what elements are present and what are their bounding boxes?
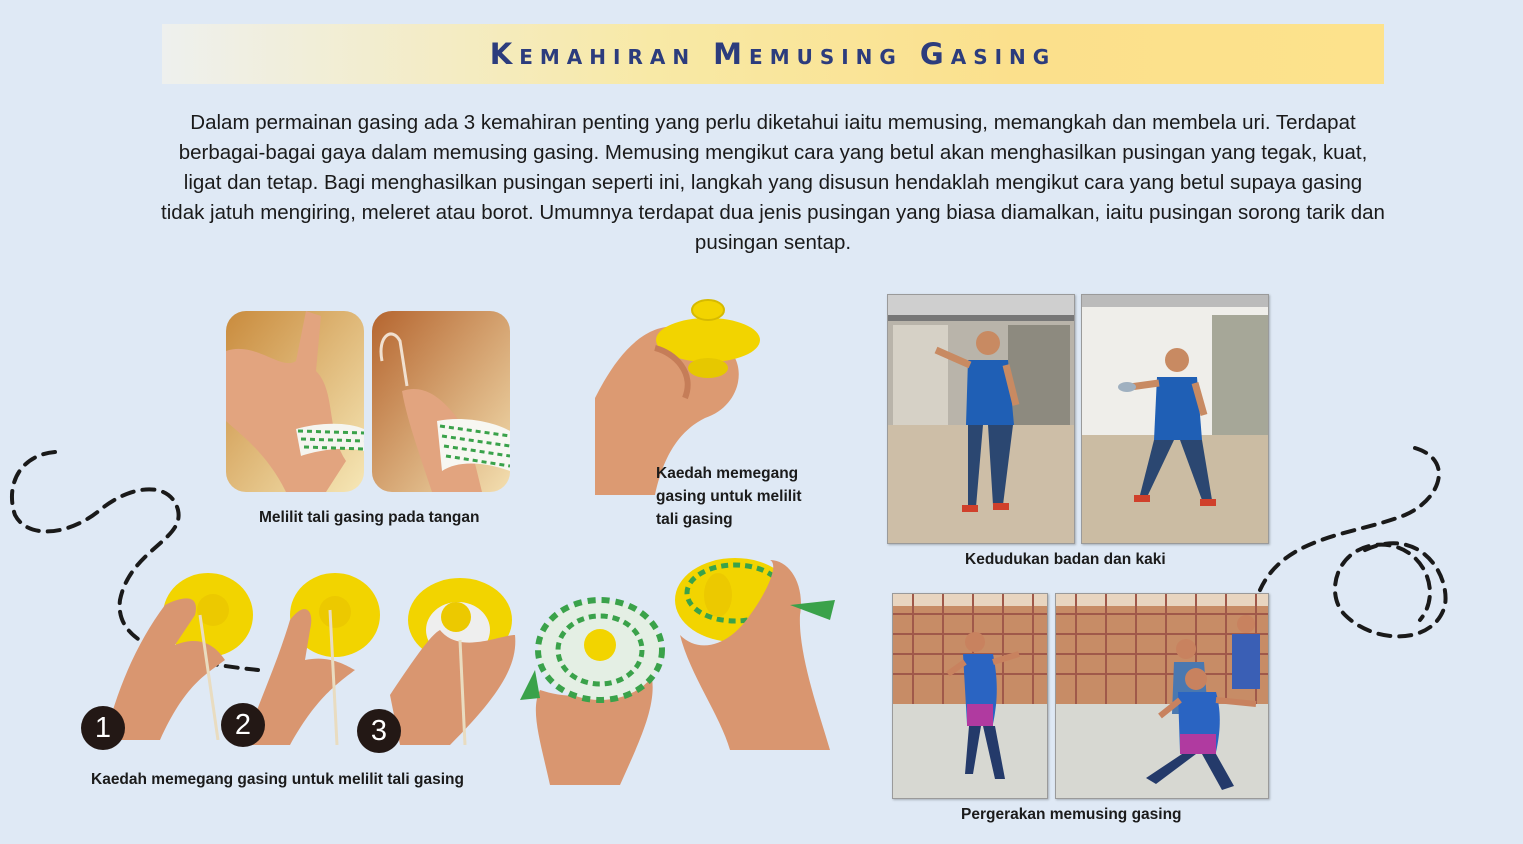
caption-hold-steps: Kaedah memegang gasing untuk melilit tali gasing (91, 771, 464, 788)
photo-wrap-hand-1 (226, 311, 364, 492)
title-banner (162, 24, 1384, 84)
caption-wrap-hand: Melilit tali gasing pada tangan (259, 509, 480, 526)
caption-movement: Pergerakan memusing gasing (961, 806, 1182, 823)
photo-wound-gasing-1 (520, 590, 665, 785)
photo-stance-1 (887, 294, 1075, 544)
intro-paragraph: Dalam permainan gasing ada 3 kemahiran penting yang perlu diketahui iaitu memusing, memangkah dan membela uri. Terdapat berbagai-bagai gaya dalam memusing gasing. Memusing mengikut cara yang betul akan menghasilkan pusingan yang tegak, kuat, ligat dan tetap. Bagi menghasilkan pusingan seperti ini, langkah yang disusun hendaklah mengikut cara yang betul supaya gasing tidak jatuh mengiring, meleret atau borot. Umumnya terdapat dua jenis pusingan yang biasa diamalkan, iaitu pusingan sorong tarik dan pusingan sentap. (161, 111, 1385, 254)
step-badge-2: 2 (221, 703, 265, 747)
photo-stance-2 (1081, 294, 1269, 544)
photo-movement-2 (1055, 593, 1269, 799)
photo-movement-1 (892, 593, 1048, 799)
caption-hold-top (656, 462, 802, 531)
decorative-dashed-swirl-right (1245, 440, 1523, 730)
caption-hold-top-line-1: Kaedah memegang (656, 465, 799, 482)
caption-hold-top-line-3: tali gasing (656, 511, 733, 528)
photo-step-3 (390, 575, 520, 745)
caption-stance: Kedudukan badan dan kaki (965, 551, 1166, 568)
caption-hold-top-line-2: gasing untuk melilit (656, 488, 802, 505)
photo-wound-gasing-2 (670, 555, 835, 750)
step-badge-1: 1 (81, 706, 125, 750)
page-title: Kemahiran Memusing Gasing (489, 37, 1057, 71)
step-badge-3: 3 (357, 709, 401, 753)
photo-wrap-hand-2 (372, 311, 510, 492)
